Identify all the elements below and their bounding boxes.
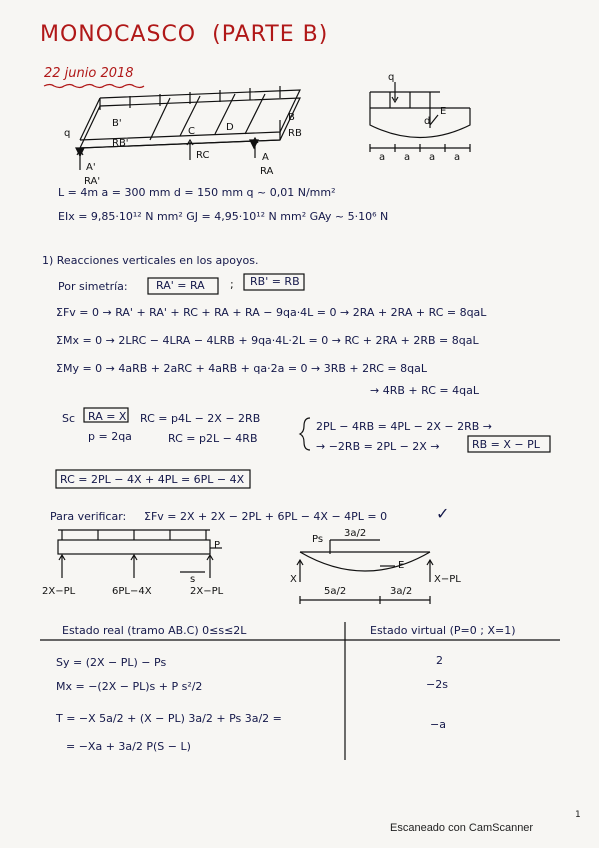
beam2-diagram [58,530,222,578]
table-row-virt: 2 [436,654,443,667]
beam2-right: 2X−PL [190,586,224,597]
sc-r2: → −2RB = 2PL − 2X → [316,440,440,453]
label-A-prime: A' [86,162,96,173]
eq-my2: → 4RB + RC = 4qaL [370,384,479,397]
beam3-top: 3a/2 [344,528,367,539]
label-RA-prime: RA' [84,176,101,187]
cross-section-diagram [370,82,470,152]
section-1-title: 1) Reacciones verticales en los apoyos. [42,254,259,267]
sym-eq2: RB' = RB [250,275,300,288]
label-RC: RC [196,150,210,161]
beam3-XPL: X−PL [434,574,461,585]
section-E: E [440,106,447,117]
sc-p: p = 2qa [88,430,132,443]
page-number: 1 [575,810,581,820]
label-B: B [288,112,295,123]
label-q: q [64,128,71,139]
section-q: q [388,72,395,83]
beam3-diagram [297,540,433,604]
label-B-prime: B' [112,118,122,129]
section-a2: a [404,152,411,163]
section-a3: a [429,152,436,163]
check-mark: ✓ [436,504,450,523]
scanned-page: MONOCASCO (PARTE B) 22 junio 2018 q A' B' C D B A RA' RB' RC RA RB q E d a a a a L = 4m a = 300 mm d = 150 mm q ~ 0,01 N/mm² EIx = 9,85·10¹² N mm² GJ = 4,95·10¹² N mm² GAy ~ 5·10⁶ N 1) Reacciones verticales en los apoyos. Por simetría: RA' = RA ; RB' = RB ΣFv = 0 → RA' + RA' + RC + RA + RA − 9qa·4L = 0 → 2RA + 2RA + RC = 8qaL ΣMx = 0 → 2LRC − 4LRA − 4LRB + 9qa·4L·2L = 0 → RC + 2RA + 2RB = 8qaL ΣMy = 0 → 4aRB + 2aRC + 4aRB + qa·2a = 0 → 3RB + 2RC = 8qaL → 4RB + RC = 4qaL Sc RA = X p = 2qa RC = p4L − 2X − 2RB RC = p2L − 4RB 2PL − 4RB = 4PL − 2X − 2RB → → −2RB = 2PL − 2X → RB = X − PL RC = 2PL − 4X + 4PL = 6PL − 4X Para verificar: ΣFv = 2X + 2X − 2PL + 6PL − 4X − 4PL = 0 ✓ P s 2X−PL 6PL−4X 2X−PL Ps 3a/2 E X X−PL 5a/2 3a/2 Estado real (tramo AB.C) 0≤s≤2L Estado virtual (P=0 ; X=1) Sy = (2X − PL) − Ps 2 Mx = −(2X − PL)s + P s²/2 −2s T = −X 5a/2 + (X − PL) 3a/2 + Ps 3a/2 = −a = −Xa + 3a/2 P(S − L) 1 Escaneado con CamScanner [0,0,599,848]
sc-label: Sc [62,412,76,425]
beam2-left: 2X−PL [42,586,76,597]
sym-eq1: RA' = RA [156,279,205,292]
beam3-E: E [398,560,405,571]
sc-r1: 2PL − 4RB = 4PL − 2X − 2RB → [316,420,492,433]
section-a1: a [379,152,386,163]
table-row-virt: −a [430,718,446,731]
section-a4: a [454,152,461,163]
table-row-real: = −Xa + 3a/2 P(S − L) [66,740,191,753]
section-d: d [424,116,431,127]
table-header-virtual: Estado virtual (P=0 ; X=1) [370,624,516,637]
data-line-1: L = 4m a = 300 mm d = 150 mm q ~ 0,01 N/mm² [58,186,336,199]
table-row-real: T = −X 5a/2 + (X − PL) 3a/2 + Ps 3a/2 = [56,712,282,725]
sc-rc1: RC = p4L − 2X − 2RB [140,412,261,425]
beam3-X: X [290,574,297,585]
eq-mx: ΣMx = 0 → 2LRC − 4LRA − 4LRB + 9qa·4L·2L = 0 → RC + 2RA + 2RB = 8qaL [56,334,479,347]
scanner-footer: Escaneado con CamScanner [390,822,534,834]
table-row-virt: −2s [426,678,448,691]
beam3-b2: 3a/2 [390,586,413,597]
label-A: A [262,152,269,163]
beam2-s: s [190,574,196,585]
beam3-Ps: Ps [312,534,324,545]
beam2-mid: 6PL−4X [112,586,152,597]
table-row-real: Sy = (2X − PL) − Ps [56,656,167,669]
table-header-real: Estado real (tramo AB.C) 0≤s≤2L [62,624,247,637]
label-RA: RA [260,166,274,177]
date-underline [44,85,144,88]
table-row-real: Mx = −(2X − PL)s + P s²/2 [56,680,203,693]
page-title: MONOCASCO (PARTE B) [40,22,329,47]
label-RB-prime: RB' [112,138,129,149]
symmetry-label: Por simetría: [58,280,128,293]
data-line-2: EIx = 9,85·10¹² N mm² GJ = 4,95·10¹² N mm² GAy ~ 5·10⁶ N [58,210,389,223]
beam3-b1: 5a/2 [324,586,347,597]
verify-eq: ΣFv = 2X + 2X − 2PL + 6PL − 4X − 4PL = 0 [144,510,388,523]
sc-rb: RB = X − PL [472,438,540,451]
beam2-P: P [214,540,221,551]
rc-result: RC = 2PL − 4X + 4PL = 6PL − 4X [60,473,245,486]
sc-ra: RA = X [88,410,127,423]
label-D: D [226,122,234,133]
date: 22 junio 2018 [44,66,134,81]
verify-label: Para verificar: [50,510,127,523]
label-RB: RB [288,128,302,139]
label-C: C [188,126,195,137]
eq-fv: ΣFv = 0 → RA' + RA' + RC + RA + RA − 9qa·4L = 0 → 2RA + 2RA + RC = 8qaL [56,306,487,319]
eq-my: ΣMy = 0 → 4aRB + 2aRC + 4aRB + qa·2a = 0 → 3RB + 2RC = 8qaL [56,362,427,375]
sc-rc2: RC = p2L − 4RB [168,432,258,445]
